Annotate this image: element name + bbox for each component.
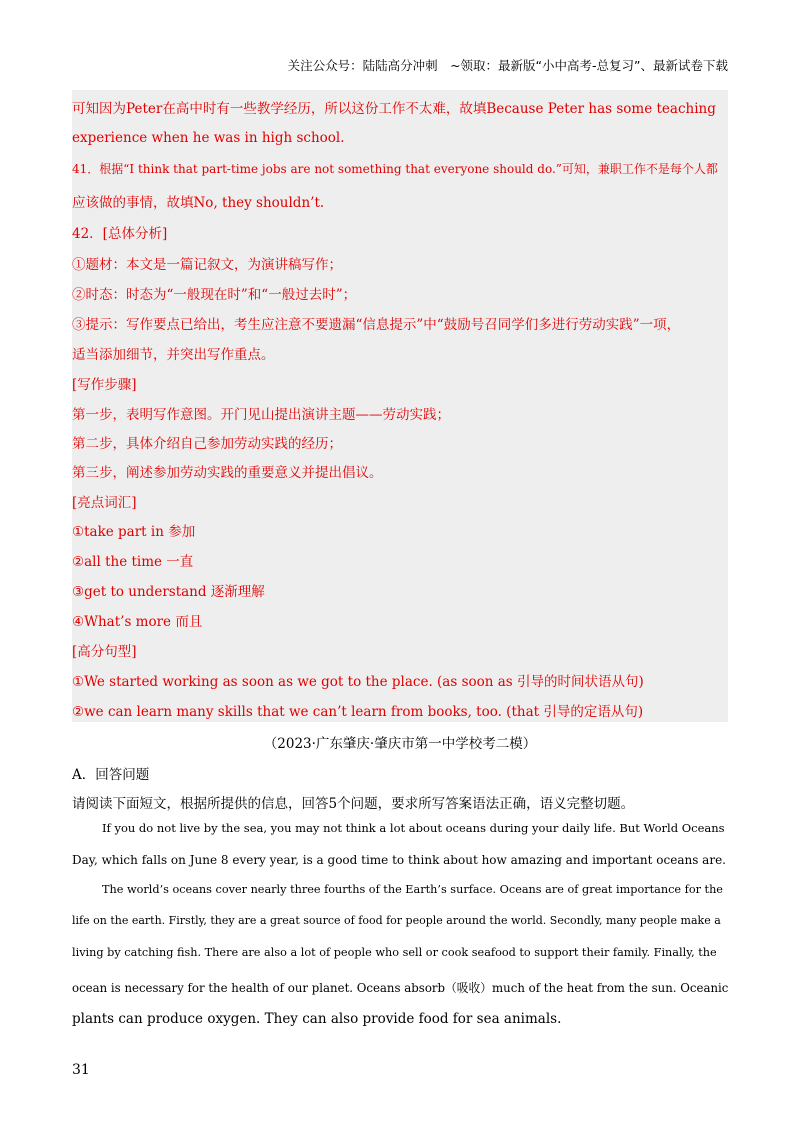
answer-line: 第二步，具体介绍自己参加劳动实践的经历； — [72, 436, 342, 452]
answer-line: ④What’s more 而且 — [72, 614, 203, 630]
answer-line: 41．根据“I think that part-time jobs are not something that everyone should do.”可知，兼职工作不是每个人都 — [72, 162, 718, 176]
answer-line: ①take part in 参加 — [72, 524, 196, 540]
answer-line: [写作步骤] — [72, 377, 137, 393]
passage-line: ocean is necessary for the health of our planet. Oceans absorb（吸收）much of the heat from the sun. Oceanic — [72, 981, 729, 995]
answer-line: 第一步，表明写作意图。开门见山提出演讲主题——劳动实践； — [72, 407, 450, 423]
answer-line: experience when he was in high school. — [72, 130, 345, 146]
page-number: 31 — [72, 1062, 90, 1078]
answer-line: 适当添加细节，并突出写作重点。 — [72, 347, 275, 363]
answer-line: 可知因为Peter在高中时有一些教学经历，所以这份工作不太难，故填Because Peter has some teaching — [72, 101, 716, 117]
answer-line: 42．[总体分析] — [72, 226, 168, 242]
answer-line: ②we can learn many skills that we can’t learn from books, too. (that 引导的定语从句) — [72, 704, 644, 720]
answer-line: ①题材：本文是一篇记叙文，为演讲稿写作； — [72, 257, 342, 273]
answer-line: 第三步，阐述参加劳动实践的重要意义并提出倡议。 — [72, 465, 383, 481]
instruction-text: 请阅读下面短文，根据所提供的信息，回答5个问题，要求所写答案语法正确，语义完整切题。 — [72, 796, 635, 812]
passage-line: living by catching fish. There are also a lot of people who sell or cook seafood to support their family. Finally, the — [72, 946, 717, 959]
question-source: （2023·广东肇庆·肇庆市第一中学校考二模） — [263, 736, 537, 752]
answer-line: ①We started working as soon as we got to the place. (as soon as 引导的时间状语从句) — [72, 674, 644, 690]
section-heading: A．回答问题 — [72, 767, 150, 783]
answer-line: ②all the time 一直 — [72, 554, 194, 570]
answer-line: [高分句型] — [72, 644, 137, 660]
answer-line: 应该做的事情，故填No, they shouldn’t. — [72, 195, 325, 211]
answer-line: [亮点词汇] — [72, 495, 137, 511]
passage-line: If you do not live by the sea, you may not think a lot about oceans during your daily life. But World Oceans — [102, 821, 725, 835]
answer-line: ②时态：时态为“一般现在时”和“一般过去时”； — [72, 287, 357, 303]
passage-line: life on the earth. Firstly, they are a great source of food for people around the world. Secondly, many people make a — [72, 914, 721, 927]
passage-line: Day, which falls on June 8 every year, is a good time to think about how amazing and important oceans are. — [72, 853, 726, 867]
passage-line: The world’s oceans cover nearly three fourths of the Earth’s surface. Oceans are of great importance for the — [102, 883, 723, 896]
passage-line: plants can produce oxygen. They can also provide food for sea animals. — [72, 1011, 562, 1027]
page-header: 关注公众号：陆陆高分冲刺 ~领取：最新版“小中高考-总复习”、最新试卷下载 — [287, 58, 728, 73]
answer-line: ③提示：写作要点已给出，考生应注意不要遗漏“信息提示”中“鼓励号召同学们多进行劳动实践”一项， — [72, 317, 681, 333]
answer-line: ③get to understand 逐渐理解 — [72, 584, 265, 600]
